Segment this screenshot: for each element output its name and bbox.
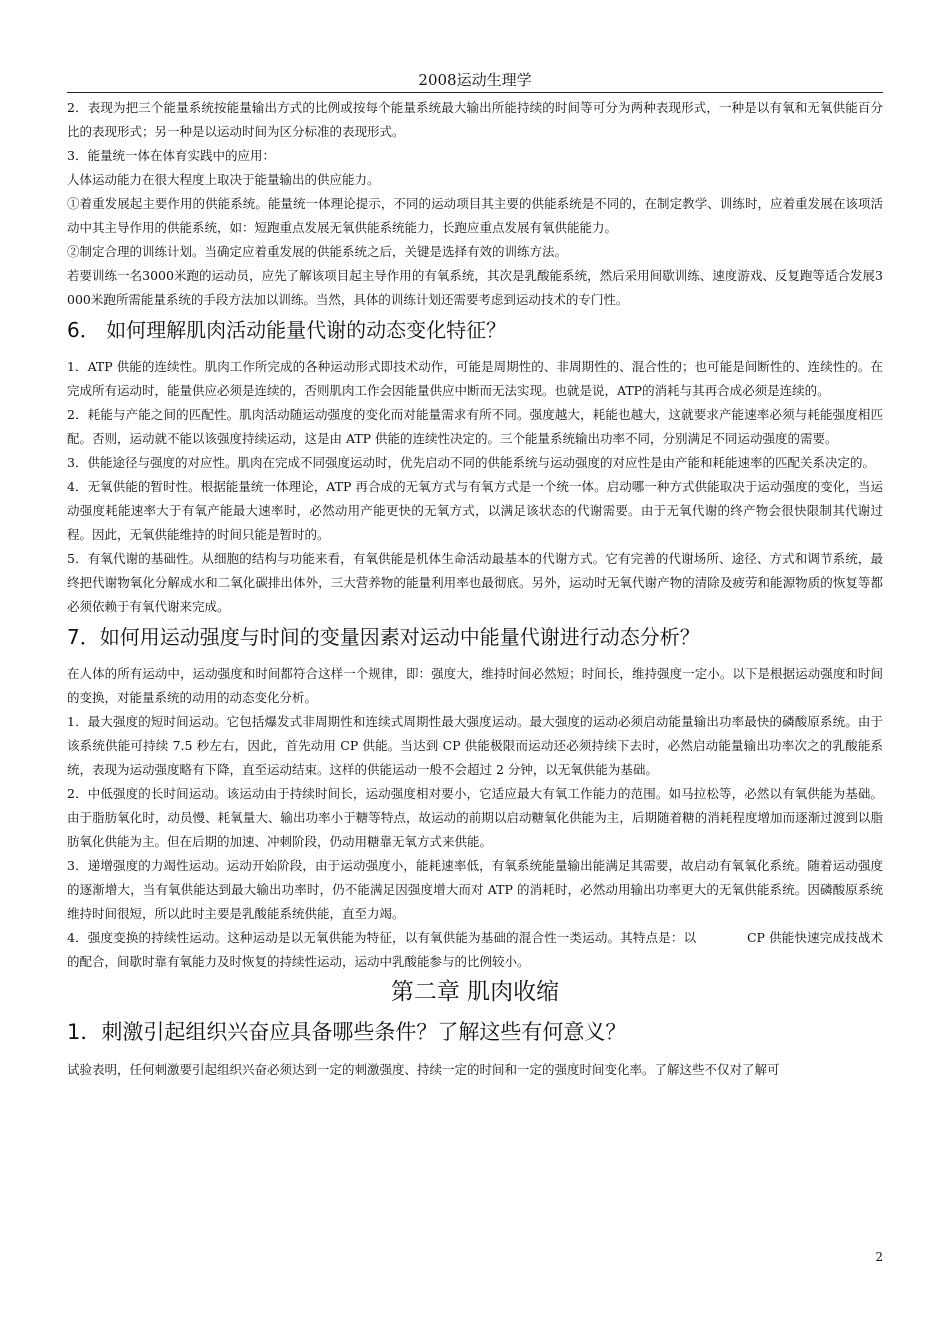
paragraph: 在人体的所有运动中，运动强度和时间都符合这样一个规律，即：强度大，维持时间必然短；时间长，维持强度一定小。以下是根据运动强度和时间的变换，对能量系统的动用的动态变化分析。 bbox=[67, 666, 883, 705]
paragraph: 5．有氧代谢的基础性。从细胞的结构与功能来看，有氧供能是机体生命活动最基本的代谢方式。它有完善的代谢场所、途径、方式和调节系统，最终把代谢物氧化分解成水和二氧化碳排出体外，三大营养物的能量利用率也最彻底。另外，运动时无氧代谢产物的清除及疲劳和能源物质的恢复等都必须依赖于有氧代谢来完成。 bbox=[67, 551, 883, 614]
paragraph: 3．递增强度的力竭性运动。运动开始阶段，由于运动强度小，能耗速率低，有氧系统能量输出能满足其需要，故启动有氧氧化系统。随着运动强度的逐渐增大，当有氧供能达到最大输出功率时，仍不能满足因强度增大而对 ATP 的消耗时，必然动用输出功率更大的无氧供能系统。因磷酸原系统维持时间很短，所以此时主要是乳酸能系统供能，直至力竭。 bbox=[67, 858, 883, 921]
paragraph: 若要训练一名3000米跑的运动员，应先了解该项目起主导作用的有氧系统，其次是乳酸能系统，然后采用间歇训练、速度游戏、反复跑等适合发展3000米跑所需能量系统的手段方法加以训练。当然，具体的训练计划还需要考虑到运动技术的专门性。 bbox=[67, 268, 883, 307]
paragraph: 试验表明，任何刺激要引起组织兴奋必须达到一定的刺激强度、持续一定的时间和一定的强度时间变化率。了解这些不仅对了解可 bbox=[67, 1062, 780, 1077]
paragraph: 1．ATP 供能的连续性。肌肉工作所完成的各种运动形式即技术动作，可能是周期性的、非周期性的、混合性的；也可能是间断性的、连续性的。在完成所有运动时，能量供应必须是连续的，否则肌肉工作会因能量供应中断而无法实现。也就是说，ATP的消耗与其再合成必须是连续的。 bbox=[67, 359, 883, 398]
paragraph: 3．供能途径与强度的对应性。肌肉在完成不同强度运动时，优先启动不同的供能系统与运动强度的对应性是由产能和耗能速率的匹配关系决定的。 bbox=[67, 455, 875, 470]
paragraph: ①着重发展起主要作用的供能系统。能量统一体理论提示，不同的运动项目其主要的供能系统是不同的，在制定教学、训练时，应着重发展在该项活动中其主导作用的供能系统，如：短跑重点发展无氧供能系统能力，长跑应重点发展有氧供能能力。 bbox=[67, 196, 883, 235]
header-divider bbox=[67, 92, 883, 93]
paragraph: 4．无氧供能的暂时性。根据能量统一体理论，ATP 再合成的无氧方式与有氧方式是一个统一体。启动哪一种方式供能取决于运动强度的变化，当运动强度耗能速率大于有氧产能最大速率时，必然动用产能更快的无氧方式，以满足该状态的代谢需要。由于无氧代谢的终产物会很快限制其代谢过程。因此，无氧供能维持的时间只能是暂时的。 bbox=[67, 479, 883, 542]
page-number: 2 bbox=[875, 1250, 883, 1264]
paragraph: ②制定合理的训练计划。当确定应着重发展的供能系统之后，关键是选择有效的训练方法。 bbox=[67, 244, 568, 259]
paragraph: 3．能量统一体在体育实践中的应用： bbox=[67, 148, 275, 163]
paragraph: 2．表现为把三个能量系统按能量输出方式的比例或按每个能量系统最大输出所能持续的时间等可分为两种表现形式，一种是以有氧和无氧供能百分比的表现形式；另一种是以运动时间为区分标准的表现形式。 bbox=[67, 100, 883, 139]
document-body bbox=[67, 96, 883, 1082]
paragraph: 人体运动能力在很大程度上取决于能量输出的供应能力。 bbox=[67, 172, 380, 187]
paragraph: 2．中低强度的长时间运动。该运动由于持续时间长，运动强度相对要小，它适应最大有氧工作能力的范围。如马拉松等，必然以有氧供能为基础。由于脂肪氧化时，动员慢、耗氧量大、输出功率小于糖等特点，故运动的前期以启动糖氧化供能为主，后期随着糖的消耗程度增加而逐渐过渡到以脂肪氧化供能为主。但在后期的加速、冲刺阶段，仍动用糖靠无氧方式来供能。 bbox=[67, 786, 883, 849]
chapter-title: 第二章 肌肉收缩 bbox=[390, 979, 560, 1005]
section-heading: 6． 如何理解肌肉活动能量代谢的动态变化特征？ bbox=[67, 318, 507, 342]
paragraph: 1．最大强度的短时间运动。它包括爆发式非周期性和连续式周期性最大强度运动。最大强度的运动必须启动能量输出功率最快的磷酸原系统。由于该系统供能可持续 7.5 秒左右，因此，首先动用 CP 供能。当达到 CP 供能极限而运动还必须持续下去时，必然启动能量输出功率次之的乳酸能系统，表现为运动强度略有下降，直至运动结束。这样的供能运动一般不会超过 2 分钟，以无氧供能为基础。 bbox=[67, 714, 883, 777]
page-header-title: 2008运动生理学 bbox=[418, 71, 532, 89]
paragraph: 2．耗能与产能之间的匹配性。肌肉活动随运动强度的变化而对能量需求有所不同。强度越大，耗能也越大，这就要求产能速率必须与耗能强度相匹配。否则，运动就不能以该强度持续运动，这是由 ATP 供能的连续性决定的。三个能量系统输出功率不同，分别满足不同运动强度的需要。 bbox=[67, 407, 883, 446]
section-heading: 7．如何用运动强度与时间的变量因素对运动中能量代谢进行动态分析？ bbox=[67, 625, 700, 649]
section-heading: 1．刺激引起组织兴奋应具备哪些条件？了解这些有何意义？ bbox=[67, 1020, 627, 1044]
paragraph: 4．强度变换的持续性运动。这种运动是以无氧供能为特征，以有氧供能为基础的混合性一类运动。其特点是：以 CP 供能快速完成技战术的配合，间歇时靠有氧能力及时恢复的持续性运动，运动中乳酸能参与的比例较小。 bbox=[67, 930, 883, 969]
